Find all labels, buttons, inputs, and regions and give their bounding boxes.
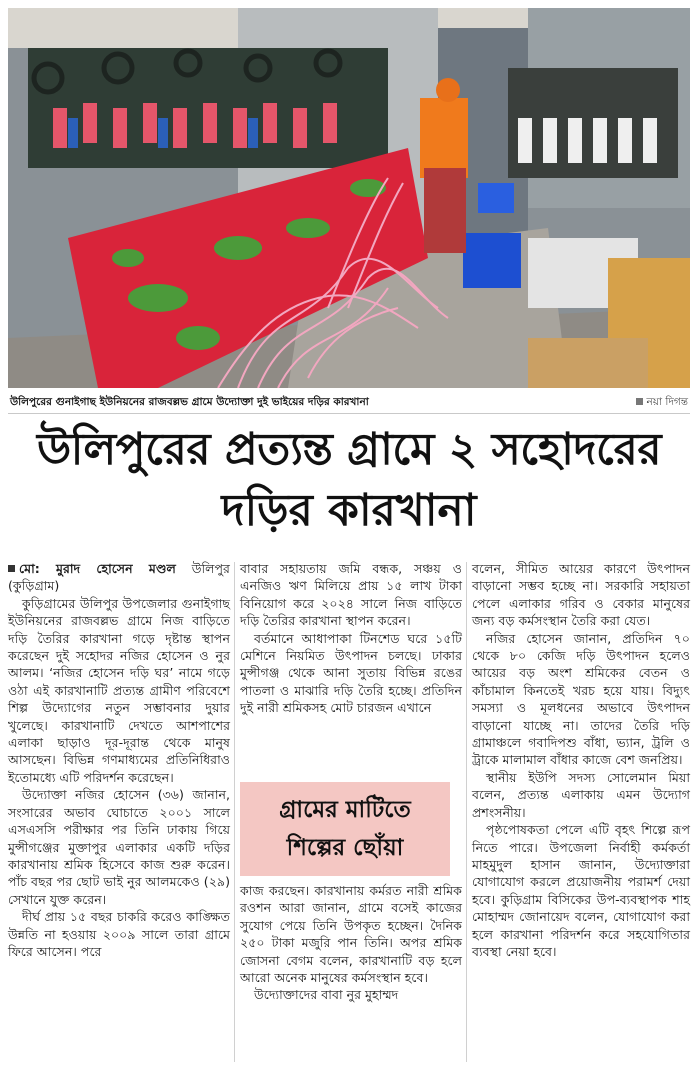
paragraph: নজির হোসেন জানান, প্রতিদিন ৭০ থেকে ৮০ কেজি দড়ি উৎপাদন হলেও আয়ের বড় অংশ শ্রমিকের বেতন ও কাঁচামাল কিনতেই খরচ হয়ে যায়। বিদ্যুৎ সমস্যা ও মূলধনের অভাবে উৎপাদন বাড়ানো যাচ্ছে না। তাদের তৈরি দড়ি গ্রামাঞ্চলে গবাদিপশু বাঁধা, ভ্যান, ট্রলি ও ট্রাকে মালামাল বাঁধার কাজে বেশ জনপ্রিয়।	[472, 630, 690, 768]
factory-photo-illustration	[8, 8, 690, 388]
paragraph: পৃষ্ঠপোষকতা পেলে এটি বৃহৎ শিল্পে রূপ নিতে পারে। উপজেলা নির্বাহী কর্মকর্তা মাহমুদুল হাসান জানান, উদ্যোক্তারা যোগাযোগ করলে প্রয়োজনীয় পরামর্শ দেয়া হবে। কুড়িগ্রাম বিসিকের উপ-ব্যবস্থাপক শাহ মোহাম্মদ জোনায়েদ বলেন, যোগাযোগ করা হলে কারখানা পরিদর্শন করে সহযোগিতার ব্যবস্থা নেয়া হবে।	[472, 822, 690, 959]
article-column-2-continued	[240, 882, 462, 1004]
paragraph: কাজ করছেন। কারখানায় কর্মরত নারী শ্রমিক রওশন আরা জানান, গ্রামে বসেই কাজের সুযোগ পেয়ে তিনি উপকৃত হচ্ছেন। দৈনিক ২৫০ টাকা মজুরি পান তিনি। অপর শ্রমিক জোসনা বেগম বলেন, কারখানাটি বড় হলে আরো অনেক মানুষের কর্মসংস্থান হবে।	[240, 883, 462, 986]
photo-caption: উলিপুরের গুনাইগাছ ইউনিয়নের রাজবল্লভ গ্রামে উদ্যোক্তা দুই ভাইয়ের দড়ির কারখানা	[10, 396, 369, 408]
photo-credit-text: নয়া দিগন্ত	[646, 396, 688, 408]
factory-photo	[8, 8, 690, 388]
paragraph: বলেন, সীমিত আয়ের কারণে উৎপাদন বাড়ানো সম্ভব হচ্ছে না। সরকারি সহায়তা পেলে এলাকার গরিব ও বেকার মানুষের জন্য বড় কর্মসংস্থান তৈরি করা যেত।	[472, 561, 690, 629]
article-column-2	[240, 560, 462, 717]
paragraph: স্থানীয় ইউপি সদস্য সোলেমান মিয়া বলেন, প্রত্যন্ত এলাকায় এমন উদ্যোগ প্রশংসনীয়।	[472, 769, 690, 820]
paragraph: বর্তমানে আধাপাকা টিনশেড ঘরে ১৫টি মেশিনে নিয়মিত উৎপাদন চলছে। ঢাকার মুন্সীগঞ্জ থেকে আনা সুতায় বিভিন্ন রঙের পাতলা ও মাঝারি দড়ি তৈরি হচ্ছে। প্রতিদিন দুই নারী শ্রমিকসহ মোট চারজন এখানে	[240, 630, 462, 716]
paragraph: বাবার সহায়তায় জমি বন্ধক, সঞ্চয় ও এনজিও ঋণ মিলিয়ে প্রায় ১৫ লাখ টাকা বিনিয়োগ করে ২০২৪ সালে নিজ বাড়িতে দড়ি তৈরির কারখানা স্থাপন করেন।	[240, 561, 462, 629]
paragraph: উদ্যোক্তা নজির হোসেন (৩৬) জানান, সংসারের অভাব ঘোচাতে ২০০১ সালে এসএসসি পরীক্ষার পর তিনি ঢাকায় গিয়ে মুন্সীগঞ্জের মুক্তাপুর এলাকার একটি দড়ির কারখানায় শ্রমিক হিসেবে কাজ শুরু করেন। পাঁচ বছর পর ছোট ভাই নুর আলমকেও (২৯) সেখানে যুক্ত করেন।	[8, 787, 230, 907]
article-column-3	[472, 560, 690, 960]
headline-line-1: উলিপুরের প্রত্যন্ত গ্রামে ২ সহোদরের	[36, 424, 662, 475]
credit-square-icon	[636, 398, 643, 405]
paragraph: দীর্ঘ প্রায় ১৫ বছর চাকরি করেও কাঙ্ক্ষিত উন্নতি না হওয়ায় ২০০৯ সালে তারা গ্রামে ফিরে আসেন। পরে	[8, 909, 230, 959]
byline-square-icon	[8, 565, 15, 572]
column-divider	[466, 562, 467, 1062]
photo-caption-bar	[8, 392, 690, 414]
photo-credit	[636, 395, 688, 412]
byline-location: উলিপুর (কুড়িগ্রাম)	[8, 561, 230, 594]
pull-quote-line-2: শিল্পের ছোঁয়া	[286, 834, 404, 861]
pull-quote	[240, 782, 450, 876]
headline-line-2: দড়ির কারখানা	[221, 485, 477, 536]
byline	[8, 560, 230, 595]
column-divider	[234, 562, 235, 1062]
headline	[8, 420, 690, 542]
pull-quote-line-1: গ্রামের মাটিতে	[279, 796, 411, 823]
paragraph: উদ্যোক্তাদের বাবা নুর মুহাম্মদ	[254, 987, 399, 1003]
article-column-1	[8, 560, 230, 960]
paragraph: কুড়িগ্রামের উলিপুর উপজেলার গুনাইগাছ ইউনিয়নের রাজবল্লভ গ্রামে নিজ বাড়িতে দড়ি তৈরির কারখানা গড়ে দৃষ্টান্ত স্থাপন করেছেন দুই সহোদর নজির হোসেন ও নুর আলম। ‘নজির হোসেন দড়ি ঘর’ নামে গড়ে ওঠা এই কারখানাটি প্রত্যন্ত গ্রামীণ পরিবেশে শিল্প উদ্যোগের নতুন সম্ভাবনার দুয়ার খুলেছে। কারখানাটি দেখতে আশপাশের এলাকা ছাড়াও দূর-দূরান্ত থেকে মানুষ আসছেন। বিভিন্ন গণমাধ্যমের প্রতিনিধিরাও ইতোমধ্যে এটি পরিদর্শন করেছেন।	[8, 595, 230, 785]
byline-author: মো: মুরাদ হোসেন মণ্ডল	[19, 561, 176, 576]
